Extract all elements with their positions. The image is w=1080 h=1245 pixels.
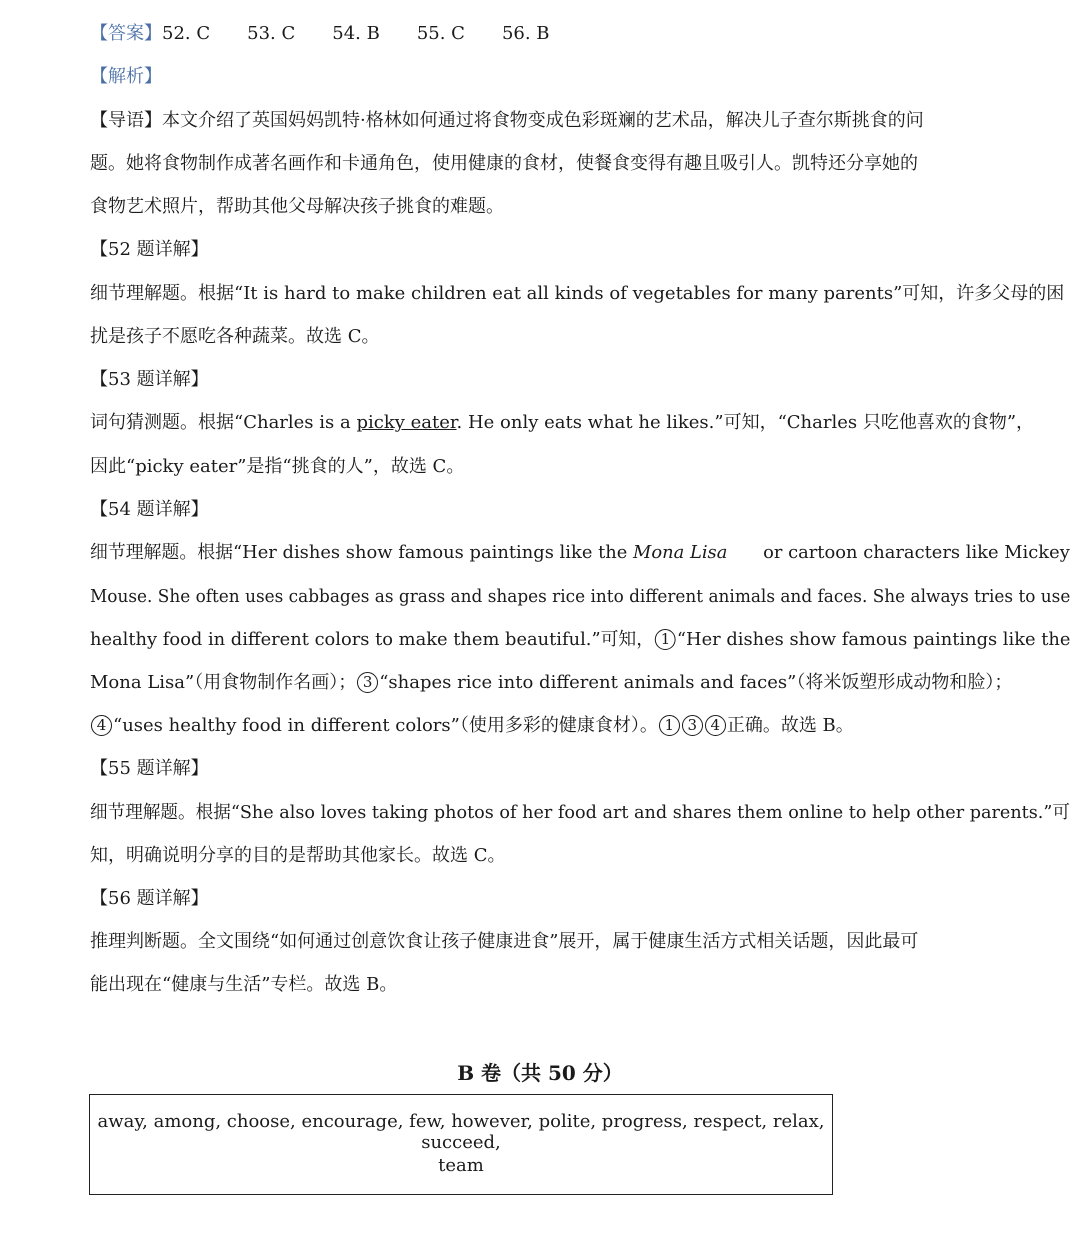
- answer-line: [90, 20, 550, 48]
- answer-item: 55. C: [416, 23, 465, 44]
- q54-line: [90, 669, 1012, 697]
- q54-text: Mona Lisa”（用食物制作名画）；: [90, 672, 357, 693]
- q54-text: “shapes rice into different animals and faces”（将米饭塑形成动物和脸）；: [379, 672, 1013, 693]
- q54-text: or cartoon characters like Mickey: [763, 542, 1070, 563]
- q53-text: . He only eats what he likes.”可知，“Charles 只吃他喜欢的食物”，: [456, 412, 1035, 433]
- answer-item: 54. B: [332, 23, 380, 44]
- q54-line: [90, 626, 1070, 654]
- q54-text: “Her dishes show famous paintings like the: [676, 629, 1071, 650]
- q53-underlined-term: picky eater: [356, 412, 457, 433]
- intro-line: 食物艺术照片，帮助其他父母解决孩子挑食的难题。: [90, 196, 504, 217]
- q55-line: 细节理解题。根据“She also loves taking photos of her food art and shares them online to help other parents.”可: [90, 802, 1070, 823]
- answer-item: 56. B: [501, 23, 550, 44]
- q52-line: 扰是孩子不愿吃各种蔬菜。故选 C。: [90, 326, 380, 347]
- answer-item: 52. C: [162, 23, 211, 44]
- q54-text: 细节理解题。根据“Her dishes show famous paintings like the: [90, 542, 634, 563]
- word-bank-box: [89, 1094, 833, 1195]
- q53-line: [90, 409, 1034, 437]
- q53-heading: 【53 题详解】: [90, 369, 209, 390]
- q54-text: “uses healthy food in different colors”（使用多彩的健康食材）。: [113, 715, 658, 736]
- circled-number: 1: [659, 715, 680, 736]
- q53-text: 词句猜测题。根据“Charles is a: [90, 412, 357, 433]
- circled-number: 3: [682, 715, 703, 736]
- q54-heading: 【54 题详解】: [90, 499, 209, 520]
- q56-line: 能出现在“健康与生活”专栏。故选 B。: [90, 974, 398, 995]
- word-bank-line: away, among, choose, encourage, few, however, polite, progress, respect, relax, succeed,: [97, 1111, 825, 1153]
- circled-number: 4: [705, 715, 726, 736]
- q53-line: 因此“picky eater”是指“挑食的人”，故选 C。: [90, 456, 465, 477]
- circled-number: 4: [91, 715, 112, 736]
- q54-italic-title: Mona Lisa: [633, 542, 728, 563]
- q54-text: healthy food in different colors to make them beautiful.”可知，: [90, 629, 655, 650]
- q52-line: 细节理解题。根据“It is hard to make children eat all kinds of vegetables for many parents”可知，许多父母的困: [90, 283, 1065, 304]
- analysis-label: 【解析】: [90, 66, 162, 87]
- word-bank-line: team: [438, 1155, 484, 1176]
- answer-label: 【答案】: [90, 23, 162, 44]
- q52-heading: 【52 题详解】: [90, 239, 209, 260]
- q54-line: Mouse. She often uses cabbages as grass and shapes rice into different animals and faces. She always tries to use: [90, 586, 1071, 607]
- section-b-title: B 卷（共 50 分）: [457, 1061, 623, 1085]
- q56-line: 推理判断题。全文围绕“如何通过创意饮食让孩子健康进食”展开，属于健康生活方式相关话题，因此最可: [90, 931, 919, 952]
- q54-line: [90, 539, 1070, 567]
- circled-number: 3: [357, 672, 378, 693]
- circled-number: 1: [655, 629, 676, 650]
- q54-text: 正确。故选 B。: [726, 715, 854, 736]
- q55-heading: 【55 题详解】: [90, 758, 209, 779]
- answer-item: 53. C: [247, 23, 296, 44]
- intro-line: 【导语】本文介绍了英国妈妈凯特·格林如何通过将食物变成色彩斑斓的艺术品，解决儿子查尔斯挑食的问: [90, 110, 924, 131]
- q55-line: 知，明确说明分享的目的是帮助其他家长。故选 C。: [90, 845, 506, 866]
- q54-line: [90, 712, 854, 740]
- intro-line: 题。她将食物制作成著名画作和卡通角色，使用健康的食材，使餐食变得有趣且吸引人。凯特还分享她的: [90, 153, 918, 174]
- q56-heading: 【56 题详解】: [90, 888, 209, 909]
